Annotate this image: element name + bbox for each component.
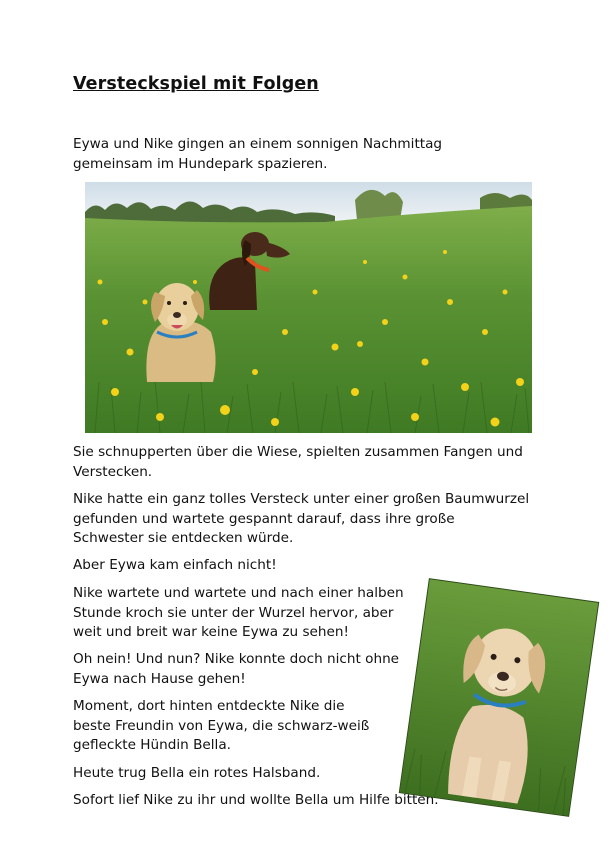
paragraph-6: Oh nein! Und nun? Nike konnte doch nicht ohne Eywa nach Hause gehen! xyxy=(73,651,400,687)
paragraph-3: Nike hatte ein ganz tolles Versteck unter einer großen Baumwurzel gefunden und wartete gespannt darauf, dass ihre große Schwester sie entdecken würde. xyxy=(73,491,530,546)
paragraph-5: Nike wartete und wartete und nach einer halben Stunde kroch sie unter der Wurzel hervor, aber weit und breit war keine Eywa zu sehen! xyxy=(73,585,404,640)
paragraph-8: Heute trug Bella ein rotes Halsband. xyxy=(73,765,321,781)
meadow-dogs-photo xyxy=(85,182,532,433)
paragraph-7: Moment, dort hinten entdeckte Nike die beste Freundin von Eywa, die schwarz-weiß gefleckte Hündin Bella. xyxy=(73,698,370,753)
paragraph-9: Sofort lief Nike zu ihr und wollte Bella um Hilfe bitten. xyxy=(73,792,439,808)
paragraph-intro: Eywa und Nike gingen an einem sonnigen Nachmittag gemeinsam im Hundepark spazieren. xyxy=(73,136,443,172)
page-title: Versteckspiel mit Folgen xyxy=(73,74,319,94)
sitting-dog-photo xyxy=(400,579,598,816)
paragraph-4: Aber Eywa kam einfach nicht! xyxy=(73,557,277,573)
paragraph-2: Sie schnupperten über die Wiese, spielten zusammen Fangen und Verstecken. xyxy=(73,444,523,480)
